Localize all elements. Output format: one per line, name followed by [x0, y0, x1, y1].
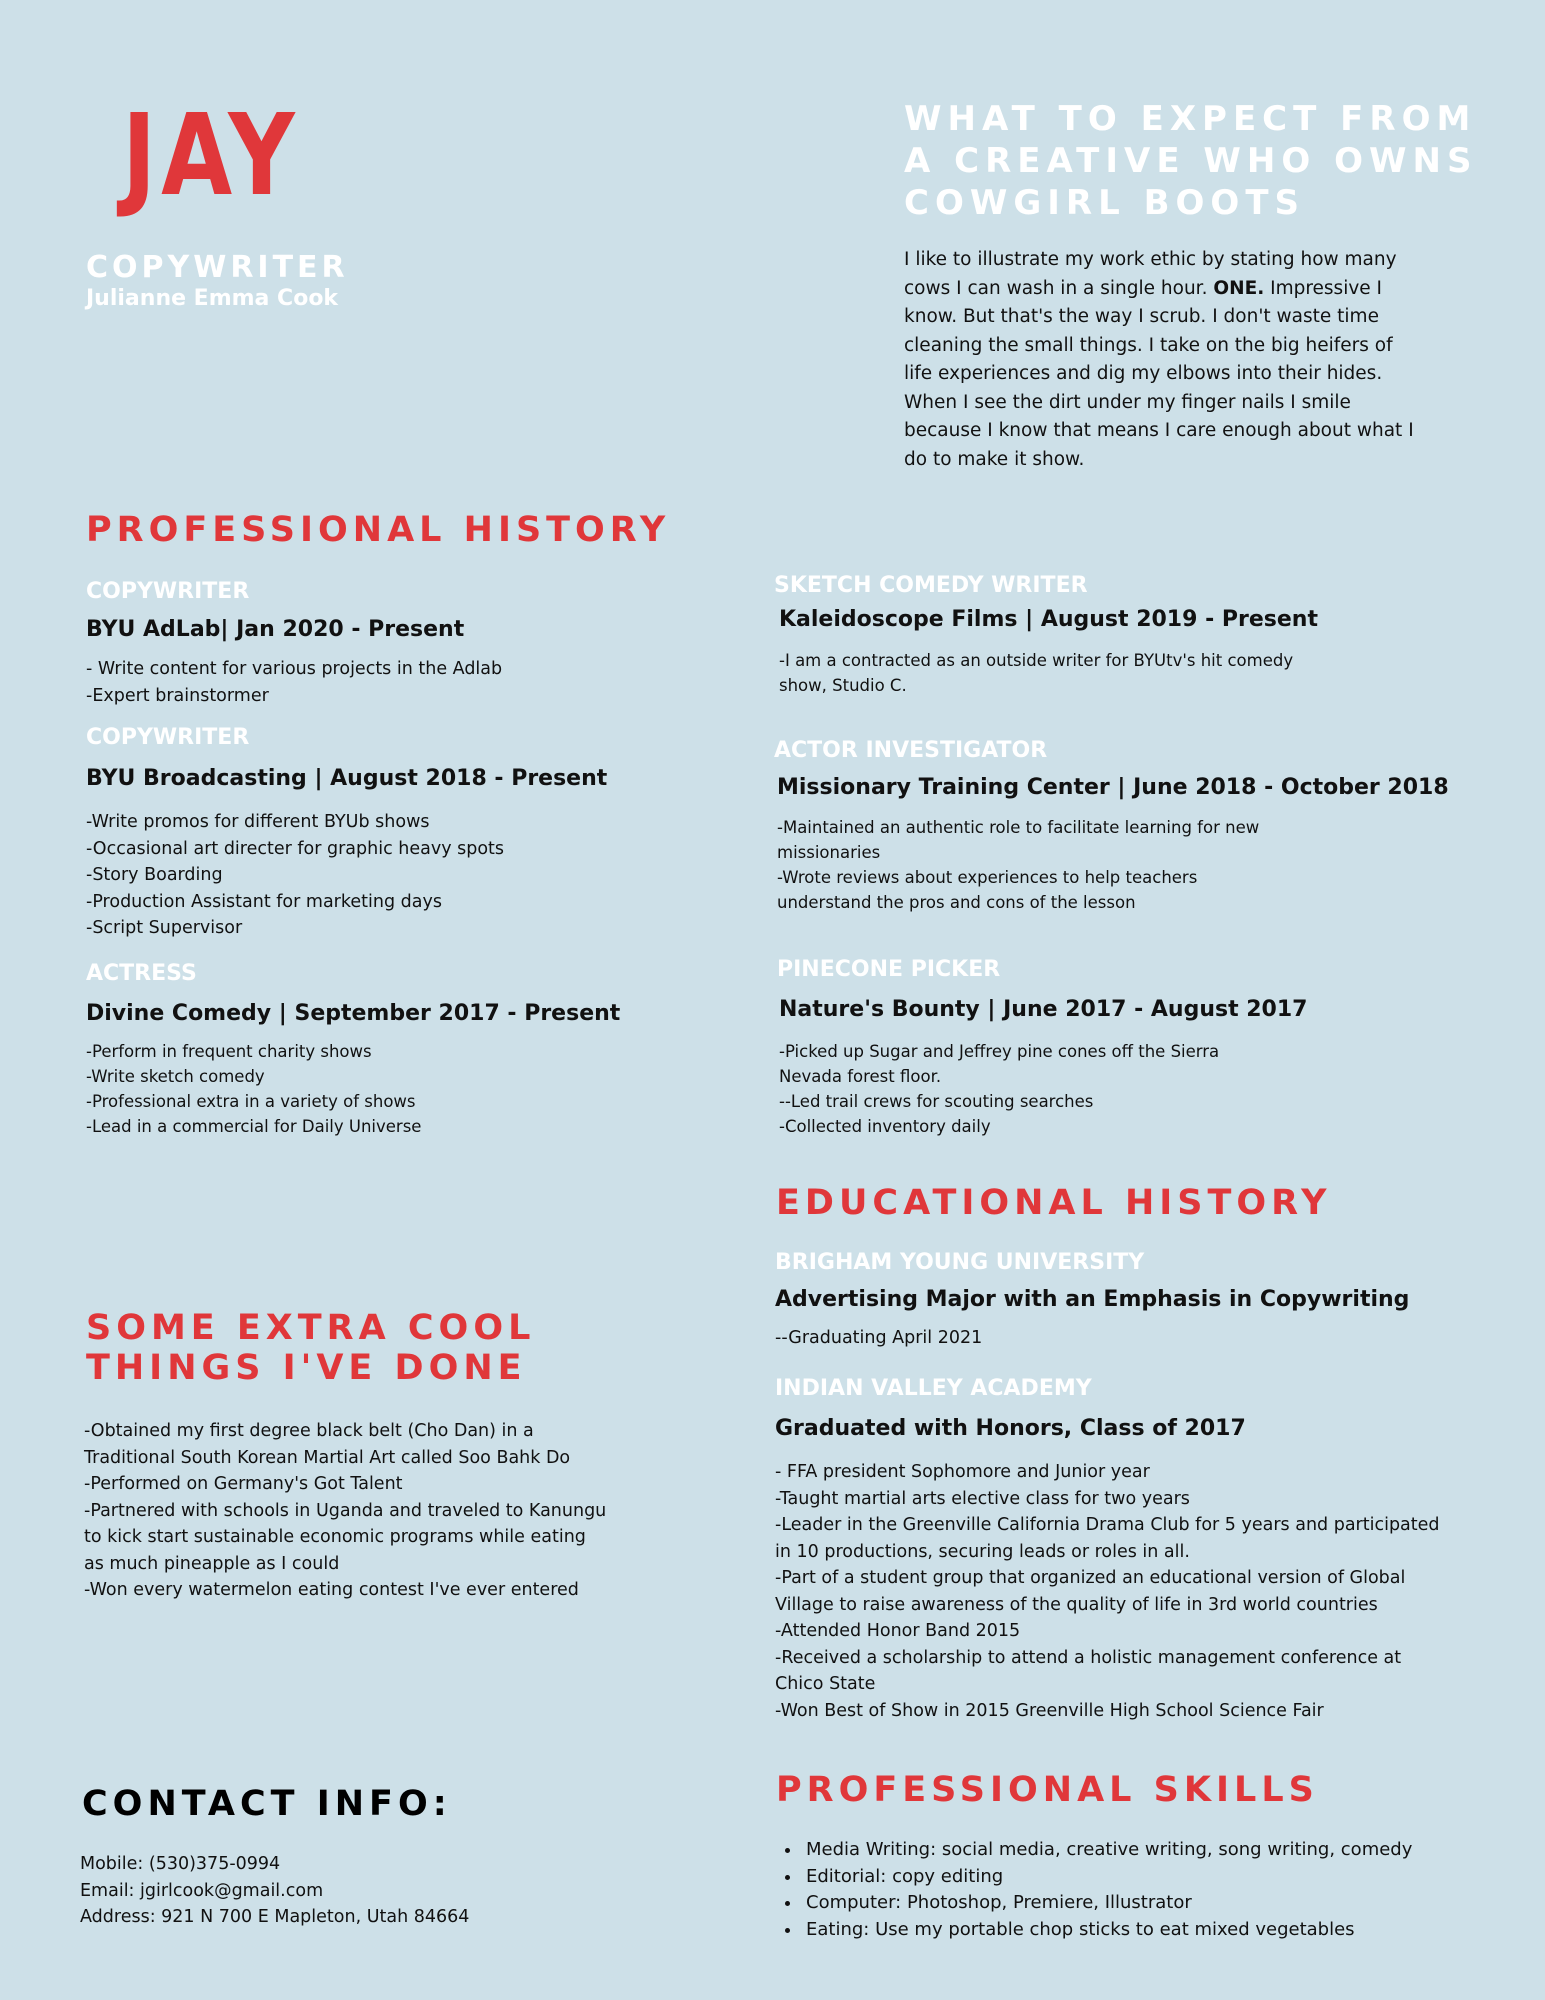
job-description-line: --Led trail crews for scouting searches [779, 1092, 1094, 1111]
school-description-line: in 10 productions, securing leads or roles in all. [775, 1541, 1190, 1562]
extra-title [86, 1308, 535, 1388]
job-company: Nature's Bounty | June 2017 - August 2017 [779, 997, 1308, 1022]
skill-item: • Editorial: copy editing [802, 1864, 1496, 1891]
extra-line: -Performed on Germany's Got Talent [84, 1474, 403, 1494]
job-description-line: -Wrote reviews about experiences to help teachers [777, 868, 1198, 887]
extra-line: -Partnered with schools in Uganda and traveled to Kanungu [84, 1500, 607, 1521]
about-title-line: WHAT TO EXPECT FROM [904, 99, 1477, 139]
school-description [775, 1325, 1475, 1352]
school-description-line: -Leader in the Greenville California Drama Club for 5 years and participated [775, 1515, 1440, 1535]
extra-line: as much pineapple as I could [84, 1553, 340, 1574]
header-name: Julianne Emma Cook [86, 286, 339, 311]
job-description-line: understand the pros and cons of the lesson [777, 893, 1136, 912]
about-body-emphasis: ONE. [1213, 277, 1265, 299]
school-name: BRIGHAM YOUNG UNIVERSITY [775, 1250, 1145, 1275]
job-description-line: - Write content for various projects in the Adlab [86, 659, 503, 679]
about-title-line: A CREATIVE WHO OWNS [904, 141, 1478, 181]
job-role: COPYWRITER [86, 579, 250, 604]
job-role: ACTRESS [86, 961, 197, 986]
school-description-line: -Won Best of Show in 2015 Greenville High School Science Fair [775, 1700, 1324, 1721]
job-description-line: Nevada forest floor. [779, 1067, 942, 1086]
job-description [779, 1039, 1439, 1139]
job-description [779, 648, 1439, 698]
about-body-text: Impressive I know. But that's the way I scrub. I don't waste time cleaning the small things. I take on the big heifers of life experiences and dig my elbows into their hides. When I see the dirt under my finger nails I smile because I know that means I care enough about what I do to make it show. [904, 277, 1414, 470]
extra-title-line: THINGS I'VE DONE [86, 1348, 527, 1388]
job-description [86, 656, 646, 709]
job-description [86, 809, 646, 942]
extra-line: -Won every watermelon eating contest I've ever entered [84, 1580, 579, 1600]
job-description [86, 1039, 646, 1139]
about-body-text: I like to illustrate my work ethic by stating how many cows I can wash in a single hour. [904, 249, 1397, 299]
job-description-line: missionaries [777, 843, 881, 862]
job-description-line: -Write sketch comedy [86, 1067, 265, 1086]
contact-details [80, 1851, 680, 1931]
extra-description [84, 1418, 684, 1604]
job-description-line: -Collected inventory daily [779, 1117, 991, 1136]
school-degree: Advertising Major with an Emphasis in Copywriting [775, 1287, 1410, 1312]
school-description-line: -Received a scholarship to attend a holistic management conference at [775, 1647, 1402, 1668]
school-description-line: -Attended Honor Band 2015 [775, 1621, 1021, 1641]
contact-title: CONTACT INFO: [82, 1784, 452, 1824]
extra-line: -Obtained my first degree black belt (Cho Dan) in a [84, 1421, 534, 1441]
job-company: Missionary Training Center | June 2018 - October 2018 [777, 775, 1449, 800]
school-description [775, 1459, 1495, 1724]
job-description-line: -Write promos for different BYUb shows [86, 812, 430, 832]
about-body [904, 246, 1424, 474]
job-description-line: -Maintained an authentic role to facilitate learning for new [777, 818, 1260, 837]
job-company: Divine Comedy | September 2017 - Present [86, 1001, 621, 1026]
job-description-line: show, Studio C. [779, 676, 907, 695]
skills-list [776, 1837, 1496, 1943]
job-description-line: -Story Boarding [86, 865, 223, 885]
school-description-line: Chico State [775, 1674, 876, 1694]
education-title: EDUCATIONAL HISTORY [776, 1183, 1332, 1223]
extra-line: Traditional South Korean Martial Art called Soo Bahk Do [84, 1447, 571, 1468]
about-title-line: COWGIRL BOOTS [904, 183, 1305, 223]
skill-item: • Eating: Use my portable chop sticks to eat mixed vegetables [802, 1917, 1496, 1944]
about-title [904, 98, 1484, 224]
job-description-line: -Lead in a commercial for Daily Universe [86, 1117, 422, 1136]
job-description-line: -Production Assistant for marketing days [86, 891, 442, 912]
school-description-line: -Taught martial arts elective class for two years [775, 1488, 1190, 1509]
professional-history-title: PROFESSIONAL HISTORY [86, 510, 671, 550]
school-description-line: --Graduating April 2021 [775, 1328, 983, 1348]
contact-mobile: Mobile: (530)375-0994 [80, 1854, 281, 1874]
school-description-line: Village to raise awareness of the quality of life in 3rd world countries [775, 1594, 1378, 1615]
school-description-line: -Part of a student group that organized an educational version of Global [775, 1568, 1406, 1588]
job-company: Kaleidoscope Films | August 2019 - Present [779, 607, 1318, 632]
job-company: BYU AdLab| Jan 2020 - Present [86, 617, 465, 642]
school-name: INDIAN VALLEY ACADEMY [775, 1376, 1092, 1401]
job-description-line: -I am a contracted as an outside writer for BYUtv's hit comedy [779, 651, 1294, 670]
job-description-line: -Professional extra in a variety of shows [86, 1092, 416, 1111]
job-description [777, 815, 1437, 915]
contact-email: Email: jgirlcook@gmail.com [80, 1880, 324, 1901]
skills-title: PROFESSIONAL SKILLS [776, 1770, 1319, 1810]
skill-item: • Computer: Photoshop, Premiere, Illustrator [802, 1890, 1496, 1917]
job-role: PINECONE PICKER [777, 957, 1001, 982]
skill-item: • Media Writing: social media, creative writing, song writing, comedy [802, 1837, 1496, 1864]
extra-line: to kick start sustainable economic programs while eating [84, 1527, 586, 1547]
job-description-line: -Occasional art directer for graphic heavy spots [86, 838, 505, 859]
school-degree: Graduated with Honors, Class of 2017 [775, 1416, 1246, 1441]
job-description-line: -Picked up Sugar and Jeffrey pine cones off the Sierra [779, 1042, 1220, 1061]
job-description-line: -Expert brainstormer [86, 685, 269, 706]
job-description-line: -Perform in frequent charity shows [86, 1042, 372, 1061]
contact-address: Address: 921 N 700 E Mapleton, Utah 84664 [80, 1907, 470, 1927]
logo: JAY [122, 91, 300, 221]
job-role: COPYWRITER [86, 725, 250, 750]
school-description-line: - FFA president Sophomore and Junior year [775, 1462, 1150, 1482]
header-role: COPYWRITER [86, 250, 349, 285]
job-company: BYU Broadcasting | August 2018 - Present [86, 766, 608, 791]
extra-title-line: SOME EXTRA COOL [86, 1308, 536, 1348]
job-role: SKETCH COMEDY WRITER [774, 573, 1088, 598]
job-role: ACTOR INVESTIGATOR [774, 738, 1048, 763]
job-description-line: -Script Supervisor [86, 918, 243, 938]
